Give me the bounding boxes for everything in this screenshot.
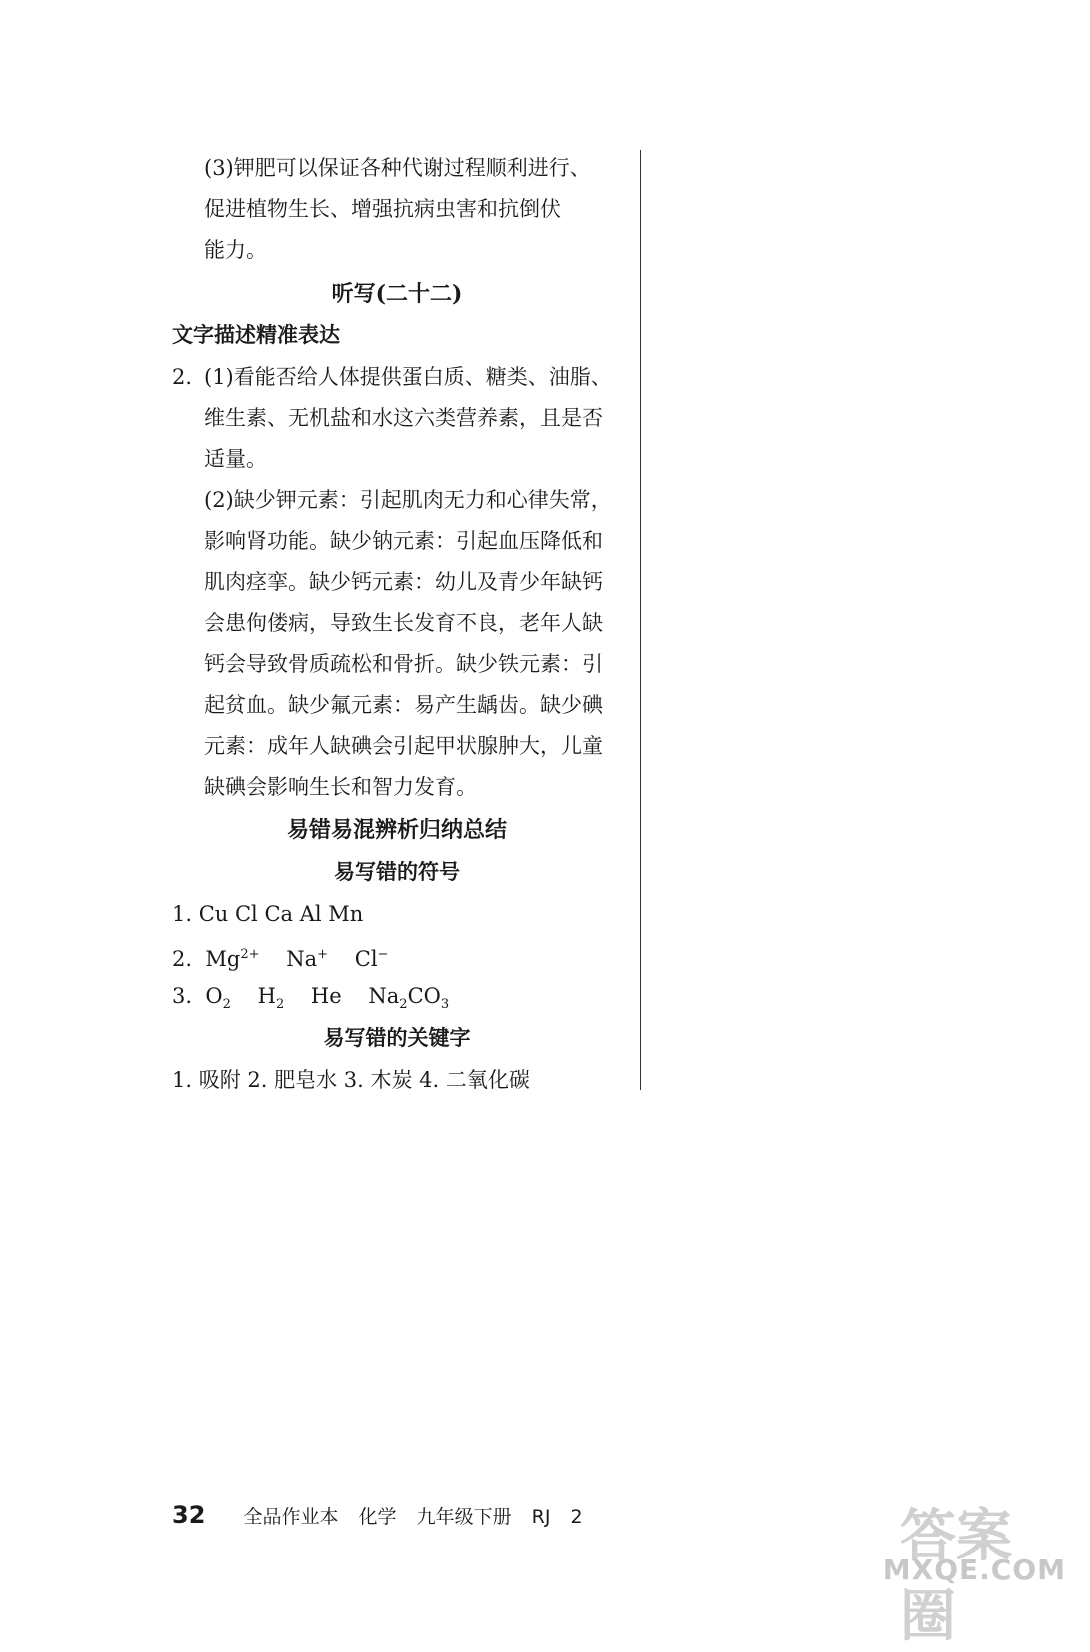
book-title: 全品作业本 — [243, 1506, 339, 1528]
symbols-title: 易写错的符号 — [334, 859, 460, 884]
volume: 2 — [570, 1506, 583, 1528]
text-line: 影响肾功能。缺少钠元素：引起血压降低和 — [204, 529, 603, 553]
text-line: 维生素、无机盐和水这六类营养素，且是否 — [204, 406, 603, 430]
text-line: (3)钾肥可以保证各种代谢过程顺利进行、 — [204, 156, 591, 180]
text-line: (2)缺少钾元素：引起肌肉无力和心律失常， — [204, 488, 612, 512]
text-line: 缺碘会影响生长和智力发育。 — [204, 775, 477, 799]
keywords-line: 1. 吸附 2. 肥皂水 3. 木炭 4. 二氧化碳 — [172, 1068, 530, 1092]
text-line: 能力。 — [204, 238, 267, 262]
subject: 化学 — [358, 1506, 397, 1528]
summary-title: 易错易混辨析归纳总结 — [286, 817, 507, 843]
text-line: 适量。 — [204, 447, 267, 471]
subsection-title: 文字描述精准表达 — [172, 322, 340, 347]
text-line: 促进植物生长、增强抗病虫害和抗倒伏 — [204, 197, 561, 221]
text-line: 钙会导致骨质疏松和骨折。缺少铁元素：引 — [204, 652, 603, 676]
watermark — [882, 1490, 1080, 1649]
page-footer — [172, 1500, 597, 1532]
page-number: 32 — [172, 1501, 206, 1529]
watermark-logo-icon: 答案圈 — [900, 1504, 1012, 1649]
symbols-line-2: 2. $Mg^{2+}$ Na+ Cl− — [172, 947, 389, 971]
text-line: 起贫血。缺少氟元素：易产生龋齿。缺少碘 — [204, 693, 603, 717]
edition: RJ — [531, 1506, 551, 1528]
item-number: 2. — [172, 365, 193, 389]
text-line: 会患佝偻病，导致生长发育不良，老年人缺 — [204, 611, 603, 635]
keywords-title: 易写错的关键字 — [323, 1025, 471, 1050]
text-line: (1)看能否给人体提供蛋白质、糖类、油脂、 — [204, 365, 612, 389]
text-line: 肌肉痉挛。缺少钙元素：幼儿及青少年缺钙 — [204, 570, 603, 594]
section-title: 听写(二十二) — [331, 281, 463, 307]
watermark-text: MXQE.COM — [882, 1553, 1066, 1586]
symbols-line-1: 1. Cu Cl Ca Al Mn — [172, 902, 364, 926]
symbols-line-3: 3. $O_2$ $H_2$ He $Na_2CO_3$ — [172, 984, 450, 1013]
text-line: 元素：成年人缺碘会引起甲状腺肿大，儿童 — [204, 734, 603, 758]
column-divider — [640, 150, 641, 1090]
grade: 九年级下册 — [416, 1506, 512, 1528]
